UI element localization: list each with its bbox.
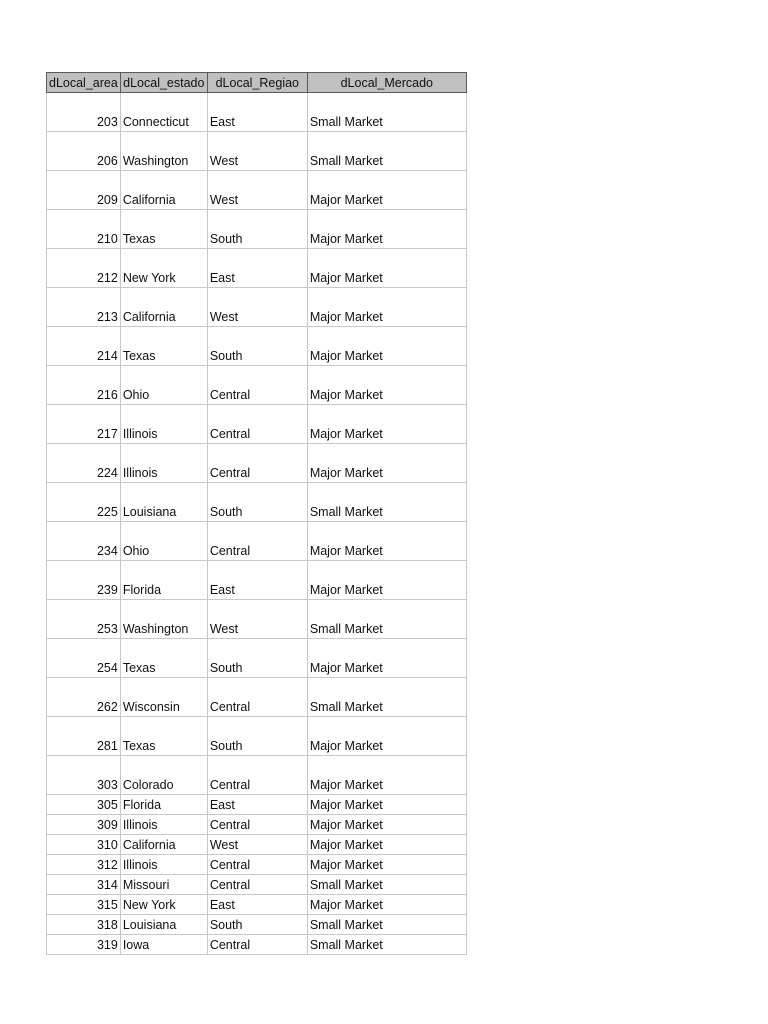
cell-regiao[interactable]: Central xyxy=(207,935,307,955)
cell-regiao[interactable]: West xyxy=(207,132,307,171)
table-row xyxy=(47,895,467,915)
header-row xyxy=(47,73,467,93)
cell-estado[interactable]: Illinois xyxy=(120,855,207,875)
cell-area[interactable]: 310 xyxy=(47,835,121,855)
cell-estado[interactable]: Missouri xyxy=(120,875,207,895)
cell-mercado[interactable]: Major Market xyxy=(307,795,466,815)
table-row xyxy=(47,855,467,875)
table-row xyxy=(47,875,467,895)
cell-area[interactable]: 305 xyxy=(47,795,121,815)
cell-regiao[interactable]: South xyxy=(207,717,307,756)
cell-mercado[interactable]: Small Market xyxy=(307,678,466,717)
cell-mercado[interactable]: Small Market xyxy=(307,600,466,639)
cell-area[interactable]: 319 xyxy=(47,935,121,955)
cell-mercado[interactable]: Major Market xyxy=(307,815,466,835)
table-row xyxy=(47,483,467,522)
cell-mercado[interactable]: Major Market xyxy=(307,288,466,327)
cell-mercado[interactable]: Major Market xyxy=(307,639,466,678)
cell-mercado[interactable]: Major Market xyxy=(307,835,466,855)
cell-regiao[interactable]: Central xyxy=(207,875,307,895)
cell-estado[interactable]: Connecticut xyxy=(120,93,207,132)
cell-mercado[interactable]: Major Market xyxy=(307,366,466,405)
table-row xyxy=(47,366,467,405)
cell-estado[interactable]: Texas xyxy=(120,639,207,678)
cell-area[interactable]: 253 xyxy=(47,600,121,639)
cell-estado[interactable]: Illinois xyxy=(120,444,207,483)
cell-estado[interactable]: California xyxy=(120,288,207,327)
cell-estado[interactable]: California xyxy=(120,835,207,855)
cell-area[interactable]: 281 xyxy=(47,717,121,756)
table-row xyxy=(47,132,467,171)
table-row xyxy=(47,405,467,444)
table-row xyxy=(47,327,467,366)
cell-estado[interactable]: Ohio xyxy=(120,522,207,561)
table-row xyxy=(47,915,467,935)
cell-area[interactable]: 217 xyxy=(47,405,121,444)
cell-regiao[interactable]: East xyxy=(207,561,307,600)
cell-regiao[interactable]: Central xyxy=(207,815,307,835)
cell-regiao[interactable]: Central xyxy=(207,522,307,561)
table-row xyxy=(47,756,467,795)
cell-mercado[interactable]: Major Market xyxy=(307,855,466,875)
cell-mercado[interactable]: Small Market xyxy=(307,93,466,132)
table-row xyxy=(47,600,467,639)
cell-regiao[interactable]: East xyxy=(207,93,307,132)
cell-mercado[interactable]: Major Market xyxy=(307,210,466,249)
table-row xyxy=(47,171,467,210)
cell-area[interactable]: 214 xyxy=(47,327,121,366)
cell-estado[interactable]: Florida xyxy=(120,795,207,815)
cell-estado[interactable]: Washington xyxy=(120,600,207,639)
header-dlocal-regiao[interactable]: dLocal_Regiao xyxy=(207,73,307,93)
table-row xyxy=(47,639,467,678)
table-row xyxy=(47,249,467,288)
cell-regiao[interactable]: South xyxy=(207,327,307,366)
header-dlocal-area[interactable]: dLocal_area xyxy=(47,73,121,93)
cell-mercado[interactable]: Major Market xyxy=(307,522,466,561)
table-row xyxy=(47,561,467,600)
cell-estado[interactable]: Colorado xyxy=(120,756,207,795)
table-row xyxy=(47,795,467,815)
table-row xyxy=(47,935,467,955)
table-row xyxy=(47,288,467,327)
cell-area[interactable]: 206 xyxy=(47,132,121,171)
cell-area[interactable]: 314 xyxy=(47,875,121,895)
cell-estado[interactable]: Illinois xyxy=(120,405,207,444)
cell-regiao[interactable]: Central xyxy=(207,678,307,717)
data-table xyxy=(46,72,467,955)
cell-estado[interactable]: Texas xyxy=(120,717,207,756)
table-header xyxy=(47,73,467,93)
cell-regiao[interactable]: Central xyxy=(207,366,307,405)
cell-regiao[interactable]: South xyxy=(207,210,307,249)
cell-estado[interactable]: Washington xyxy=(120,132,207,171)
cell-mercado[interactable]: Major Market xyxy=(307,444,466,483)
cell-mercado[interactable]: Major Market xyxy=(307,405,466,444)
table-body xyxy=(47,93,467,955)
cell-area[interactable]: 210 xyxy=(47,210,121,249)
cell-estado[interactable]: Iowa xyxy=(120,935,207,955)
cell-area[interactable]: 254 xyxy=(47,639,121,678)
cell-estado[interactable]: Texas xyxy=(120,210,207,249)
cell-mercado[interactable]: Small Market xyxy=(307,875,466,895)
cell-area[interactable]: 303 xyxy=(47,756,121,795)
cell-estado[interactable]: Ohio xyxy=(120,366,207,405)
cell-estado[interactable]: Texas xyxy=(120,327,207,366)
table-row xyxy=(47,93,467,132)
header-dlocal-estado[interactable]: dLocal_estado xyxy=(120,73,207,93)
cell-mercado[interactable]: Small Market xyxy=(307,483,466,522)
cell-regiao[interactable]: South xyxy=(207,915,307,935)
cell-area[interactable]: 225 xyxy=(47,483,121,522)
cell-area[interactable]: 212 xyxy=(47,249,121,288)
cell-regiao[interactable]: East xyxy=(207,795,307,815)
cell-regiao[interactable]: West xyxy=(207,600,307,639)
cell-estado[interactable]: Florida xyxy=(120,561,207,600)
cell-area[interactable]: 224 xyxy=(47,444,121,483)
cell-area[interactable]: 239 xyxy=(47,561,121,600)
cell-area[interactable]: 209 xyxy=(47,171,121,210)
cell-mercado[interactable]: Major Market xyxy=(307,171,466,210)
cell-estado[interactable]: Louisiana xyxy=(120,915,207,935)
table-row xyxy=(47,522,467,561)
cell-mercado[interactable]: Small Market xyxy=(307,915,466,935)
cell-regiao[interactable]: East xyxy=(207,249,307,288)
cell-regiao[interactable]: West xyxy=(207,171,307,210)
table-row xyxy=(47,717,467,756)
cell-mercado[interactable]: Major Market xyxy=(307,756,466,795)
table-row xyxy=(47,210,467,249)
cell-mercado[interactable]: Major Market xyxy=(307,327,466,366)
cell-regiao[interactable]: West xyxy=(207,835,307,855)
table-row xyxy=(47,678,467,717)
table-row xyxy=(47,815,467,835)
table-row xyxy=(47,444,467,483)
cell-regiao[interactable]: South xyxy=(207,483,307,522)
cell-mercado[interactable]: Major Market xyxy=(307,717,466,756)
cell-regiao[interactable]: East xyxy=(207,895,307,915)
cell-area[interactable]: 262 xyxy=(47,678,121,717)
cell-regiao[interactable]: Central xyxy=(207,756,307,795)
cell-area[interactable]: 213 xyxy=(47,288,121,327)
cell-area[interactable]: 318 xyxy=(47,915,121,935)
cell-area[interactable]: 312 xyxy=(47,855,121,875)
cell-area[interactable]: 234 xyxy=(47,522,121,561)
cell-regiao[interactable]: West xyxy=(207,288,307,327)
cell-area[interactable]: 309 xyxy=(47,815,121,835)
cell-regiao[interactable]: Central xyxy=(207,405,307,444)
cell-mercado[interactable]: Major Market xyxy=(307,249,466,288)
cell-regiao[interactable]: South xyxy=(207,639,307,678)
cell-estado[interactable]: Louisiana xyxy=(120,483,207,522)
cell-estado[interactable]: Illinois xyxy=(120,815,207,835)
cell-mercado[interactable]: Major Market xyxy=(307,561,466,600)
cell-estado[interactable]: New York xyxy=(120,895,207,915)
cell-mercado[interactable]: Small Market xyxy=(307,935,466,955)
cell-estado[interactable]: California xyxy=(120,171,207,210)
cell-estado[interactable]: New York xyxy=(120,249,207,288)
cell-estado[interactable]: Wisconsin xyxy=(120,678,207,717)
header-dlocal-mercado[interactable]: dLocal_Mercado xyxy=(307,73,466,93)
cell-regiao[interactable]: Central xyxy=(207,855,307,875)
cell-regiao[interactable]: Central xyxy=(207,444,307,483)
cell-area[interactable]: 203 xyxy=(47,93,121,132)
table-row xyxy=(47,835,467,855)
cell-area[interactable]: 216 xyxy=(47,366,121,405)
cell-mercado[interactable]: Major Market xyxy=(307,895,466,915)
cell-area[interactable]: 315 xyxy=(47,895,121,915)
cell-mercado[interactable]: Small Market xyxy=(307,132,466,171)
